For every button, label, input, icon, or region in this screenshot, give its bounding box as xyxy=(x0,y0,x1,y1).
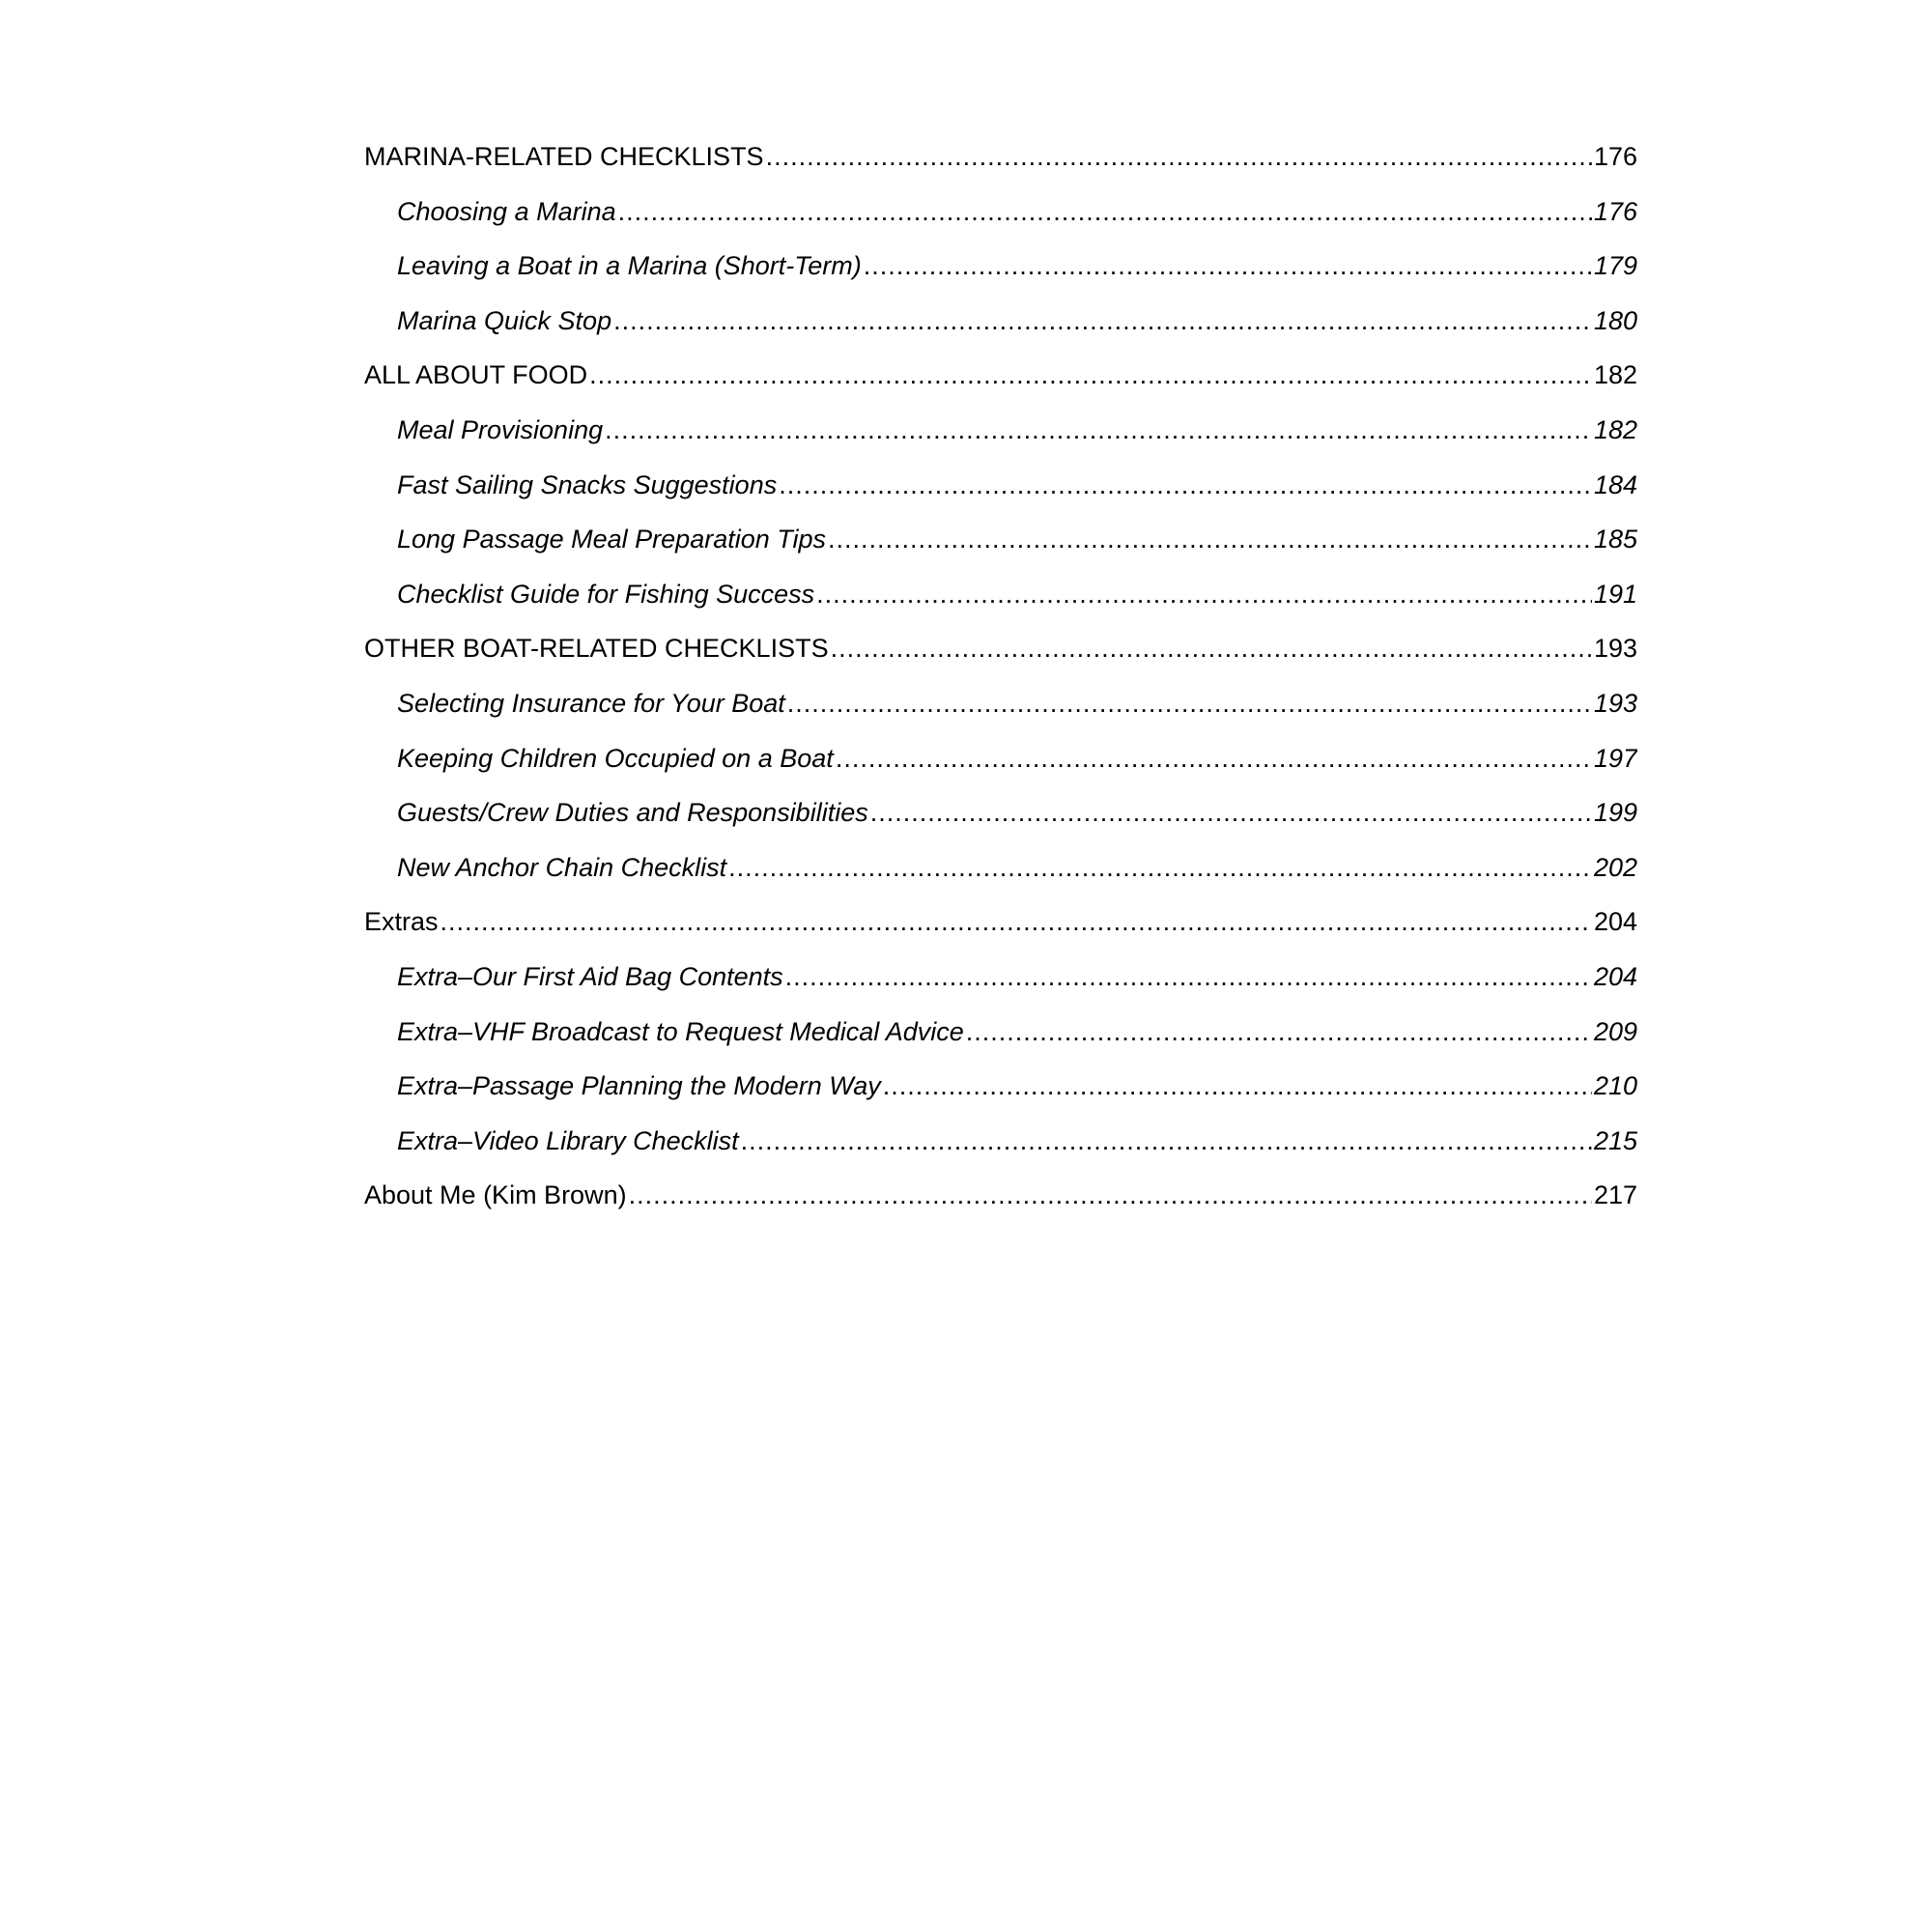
toc-entry-title: Guests/Crew Duties and Responsibilities xyxy=(397,798,868,828)
dot-leader xyxy=(766,129,1592,185)
dot-leader xyxy=(966,1005,1592,1060)
toc-entry-page-number: 191 xyxy=(1593,579,1637,609)
dot-leader xyxy=(613,294,1592,349)
dot-leader xyxy=(831,621,1592,676)
toc-entry-marina-related-checklists[interactable] xyxy=(364,129,1637,185)
toc-entry-title: Selecting Insurance for Your Boat xyxy=(397,688,785,718)
toc-entry-title: Checklist Guide for Fishing Success xyxy=(397,579,815,609)
dot-leader xyxy=(870,785,1592,840)
toc-entry-page-number: 209 xyxy=(1593,1016,1637,1046)
toc-entry-marina-quick-stop[interactable] xyxy=(364,294,1637,349)
dot-leader xyxy=(864,239,1592,294)
toc-entry-extras[interactable] xyxy=(364,895,1637,950)
toc-entry-passage-planning[interactable] xyxy=(364,1059,1637,1114)
toc-entry-title: OTHER BOAT-RELATED CHECKLISTS xyxy=(364,634,829,664)
toc-entry-page-number: 182 xyxy=(1593,414,1637,444)
toc-entry-first-aid-bag[interactable] xyxy=(364,950,1637,1005)
toc-entry-new-anchor-chain[interactable] xyxy=(364,840,1637,895)
toc-entry-page-number: 184 xyxy=(1593,469,1637,499)
toc-entry-page-number: 199 xyxy=(1593,798,1637,828)
toc-entry-page-number: 179 xyxy=(1593,251,1637,281)
toc-entry-meal-provisioning[interactable] xyxy=(364,403,1637,458)
toc-entry-title: Long Passage Meal Preparation Tips xyxy=(397,525,827,554)
toc-entry-page-number: 185 xyxy=(1593,525,1637,554)
toc-entry-title: New Anchor Chain Checklist xyxy=(397,852,727,882)
toc-entry-video-library[interactable] xyxy=(364,1114,1637,1169)
toc-entry-page-number: 193 xyxy=(1593,688,1637,718)
dot-leader xyxy=(785,950,1592,1005)
dot-leader xyxy=(883,1059,1592,1114)
toc-entry-title: MARINA-RELATED CHECKLISTS xyxy=(364,142,764,171)
toc-entry-choosing-a-marina[interactable] xyxy=(364,185,1637,240)
toc-entry-selecting-insurance[interactable] xyxy=(364,676,1637,731)
dot-leader xyxy=(836,731,1592,786)
table-of-contents xyxy=(364,129,1637,1223)
toc-entry-title: Extra–Passage Planning the Modern Way xyxy=(397,1071,881,1101)
toc-entry-title: Choosing a Marina xyxy=(397,196,616,226)
dot-leader xyxy=(741,1114,1592,1169)
toc-entry-title: Marina Quick Stop xyxy=(397,305,612,335)
toc-entry-page-number: 204 xyxy=(1593,961,1637,991)
dot-leader xyxy=(589,348,1592,403)
toc-entry-page-number: 182 xyxy=(1593,360,1637,390)
toc-entry-guests-crew-duties[interactable] xyxy=(364,785,1637,840)
toc-entry-title: Fast Sailing Snacks Suggestions xyxy=(397,469,778,499)
dot-leader xyxy=(779,458,1592,513)
toc-entry-page-number: 193 xyxy=(1593,634,1637,664)
toc-entry-page-number: 217 xyxy=(1593,1180,1637,1210)
toc-entry-all-about-food[interactable] xyxy=(364,348,1637,403)
toc-entry-title: Extras xyxy=(364,907,439,937)
toc-entry-fast-sailing-snacks[interactable] xyxy=(364,458,1637,513)
toc-entry-title: ALL ABOUT FOOD xyxy=(364,360,588,390)
toc-entry-other-boat-related-checklists[interactable] xyxy=(364,621,1637,676)
dot-leader xyxy=(605,403,1592,458)
dot-leader xyxy=(787,676,1592,731)
toc-entry-page-number: 204 xyxy=(1593,907,1637,937)
toc-entry-fishing-success[interactable] xyxy=(364,567,1637,622)
toc-entry-vhf-broadcast[interactable] xyxy=(364,1005,1637,1060)
dot-leader xyxy=(618,185,1592,240)
dot-leader xyxy=(816,567,1592,622)
toc-entry-title: Leaving a Boat in a Marina (Short-Term) xyxy=(397,251,862,281)
toc-entry-page-number: 210 xyxy=(1593,1071,1637,1101)
dot-leader xyxy=(440,895,1592,950)
toc-entry-title: Extra–Video Library Checklist xyxy=(397,1125,739,1155)
dot-leader xyxy=(629,1168,1592,1223)
dot-leader xyxy=(728,840,1592,895)
toc-entry-title: About Me (Kim Brown) xyxy=(364,1180,627,1210)
toc-entry-long-passage-meal-prep[interactable] xyxy=(364,512,1637,567)
toc-entry-title: Keeping Children Occupied on a Boat xyxy=(397,743,834,773)
toc-entry-page-number: 180 xyxy=(1593,305,1637,335)
toc-entry-title: Extra–VHF Broadcast to Request Medical Advice xyxy=(397,1016,964,1046)
dot-leader xyxy=(828,512,1592,567)
toc-entry-page-number: 202 xyxy=(1593,852,1637,882)
toc-entry-keeping-children-occupied[interactable] xyxy=(364,731,1637,786)
toc-entry-page-number: 215 xyxy=(1593,1125,1637,1155)
toc-entry-title: Extra–Our First Aid Bag Contents xyxy=(397,961,783,991)
toc-entry-leaving-a-boat-in-a-marina[interactable] xyxy=(364,239,1637,294)
toc-entry-page-number: 197 xyxy=(1593,743,1637,773)
toc-entry-page-number: 176 xyxy=(1593,142,1637,171)
toc-entry-about-me[interactable] xyxy=(364,1168,1637,1223)
toc-entry-title: Meal Provisioning xyxy=(397,414,604,444)
toc-entry-page-number: 176 xyxy=(1593,196,1637,226)
